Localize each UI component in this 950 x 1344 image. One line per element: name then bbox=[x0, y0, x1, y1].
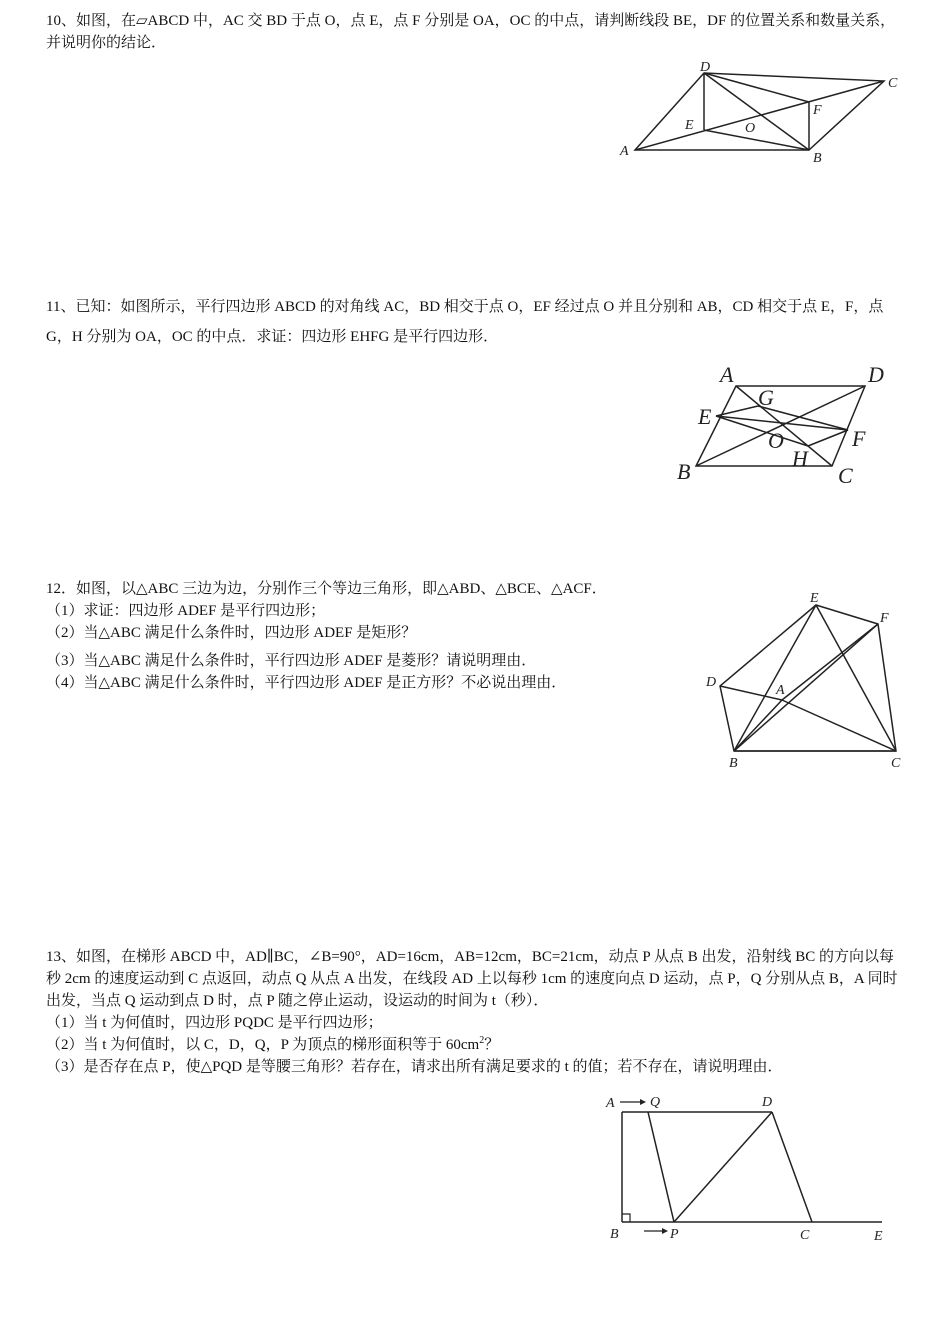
label-c: C bbox=[800, 1228, 810, 1243]
square-unit-superscript: 2 bbox=[479, 1035, 485, 1046]
label-g: G bbox=[758, 385, 774, 410]
question-12-part-4: （4）当△ABC 满足什么条件时，平行四边形 ADEF 是正方形？不必说出理由． bbox=[46, 675, 567, 691]
label-e: E bbox=[685, 118, 694, 133]
label-q: Q bbox=[650, 1095, 661, 1110]
question-12 bbox=[46, 578, 706, 694]
question-13-part-3: （3）是否存在点 P，使△PQD 是等腰三角形？若存在，请求出所有满足要求的 t 的值；若不存在，请说明理由． bbox=[46, 1059, 783, 1075]
parallelogram-abcd bbox=[635, 73, 884, 150]
question-10 bbox=[46, 10, 908, 54]
segment-ac bbox=[782, 700, 896, 751]
label-a: A bbox=[620, 144, 629, 159]
question-11 bbox=[46, 292, 908, 352]
label-c: C bbox=[838, 463, 853, 488]
question-11-text: 11、已知：如图所示，平行四边形 ABCD 的对角线 AC，BD 相交于点 O，EF 经过点 O 并且分别和 AB，CD 相交于点 E，F，点 G，H 分别为 OA，OC 的中点．求证：四边形 EHFG 是平行四边形． bbox=[46, 299, 884, 345]
label-e: E bbox=[874, 1229, 883, 1244]
label-c: C bbox=[891, 756, 901, 771]
arrow-b-icon bbox=[644, 1228, 668, 1234]
label-b: B bbox=[729, 756, 738, 771]
label-d: D bbox=[700, 60, 711, 75]
label-p: P bbox=[670, 1227, 679, 1242]
label-d: D bbox=[762, 1095, 773, 1110]
question-10-text: 10、如图，在▱ABCD 中，AC 交 BD 于点 O，点 E，点 F 分别是 OA，OC 的中点，请判断线段 BE，DF 的位置关系和数量关系，并说明你的结论． bbox=[46, 13, 896, 51]
label-b: B bbox=[610, 1227, 619, 1242]
figure-12 bbox=[700, 588, 920, 778]
diagonal-bd bbox=[696, 386, 865, 466]
label-o: O bbox=[745, 121, 756, 136]
label-f: F bbox=[880, 611, 889, 626]
segment-bf bbox=[734, 624, 878, 751]
segment-eg bbox=[716, 406, 758, 416]
question-12-part-1: （1）求证：四边形 ADEF 是平行四边形； bbox=[46, 603, 326, 619]
question-13-part-2-main: （2）当 t 为何值时，以 C，D，Q，P 为顶点的梯形面积等于 60cm bbox=[46, 1037, 480, 1053]
question-12-part-3: （3）当△ABC 满足什么条件时，平行四边形 ADEF 是菱形？请说明理由． bbox=[46, 653, 537, 669]
label-f: F bbox=[813, 103, 822, 118]
question-13-part-2 bbox=[46, 1034, 908, 1056]
label-b: B bbox=[813, 151, 822, 166]
diagonal-bd bbox=[704, 73, 809, 150]
label-d: D bbox=[706, 675, 717, 690]
question-12-intro: 12．如图，以△ABC 三边为边，分别作三个等边三角形，即△ABD、△BCE、△ACF． bbox=[46, 581, 607, 597]
figure-11 bbox=[672, 360, 902, 490]
segment-da bbox=[720, 686, 782, 700]
label-a: A bbox=[720, 362, 734, 387]
right-angle-mark bbox=[622, 1214, 630, 1222]
label-b: B bbox=[677, 459, 691, 484]
arrow-a-icon bbox=[620, 1099, 646, 1105]
diagonal-ac bbox=[736, 386, 832, 466]
segment-be bbox=[704, 130, 809, 150]
label-c: C bbox=[888, 76, 898, 91]
label-o: O bbox=[768, 428, 784, 453]
question-13-text: 13、如图，在梯形 ABCD 中，AD∥BC，∠B=90°，AD=16cm，AB=12cm，BC=21cm，动点 P 从点 B 出发，沿射线 BC 的方向以每秒 2cm 的速度运动到 C 点返回，动点 Q 从点 A 出发，在线段 AD 上以每秒 1cm 的速度向点 D 运动，点 P，Q 分别从点 B，A 同时出发，当点 Q 运动到点 D 时，点 P 随之停止运动，设运动的时间为 t（秒）． bbox=[46, 949, 898, 1009]
label-d: D bbox=[868, 362, 884, 387]
label-f: F bbox=[852, 426, 866, 451]
segment-qp bbox=[648, 1112, 674, 1222]
label-a: A bbox=[606, 1096, 615, 1111]
segment-ce bbox=[816, 605, 896, 751]
segment-be bbox=[734, 605, 816, 751]
question-13-part-1: （1）当 t 为何值时，四边形 PQDC 是平行四边形； bbox=[46, 1015, 383, 1031]
label-h: H bbox=[792, 446, 808, 471]
label-e: E bbox=[698, 404, 712, 429]
question-12-part-2: （2）当△ABC 满足什么条件时，四边形 ADEF 是矩形？ bbox=[46, 625, 417, 641]
figure-13 bbox=[600, 1088, 900, 1248]
segment-pd bbox=[674, 1112, 772, 1222]
label-a: A bbox=[776, 683, 785, 698]
question-13-part-2-end: ？ bbox=[484, 1037, 500, 1053]
question-13 bbox=[46, 946, 908, 1078]
figure-10 bbox=[612, 62, 902, 172]
segment-af bbox=[782, 624, 878, 700]
label-e: E bbox=[810, 591, 819, 606]
segment-dc bbox=[772, 1112, 812, 1222]
